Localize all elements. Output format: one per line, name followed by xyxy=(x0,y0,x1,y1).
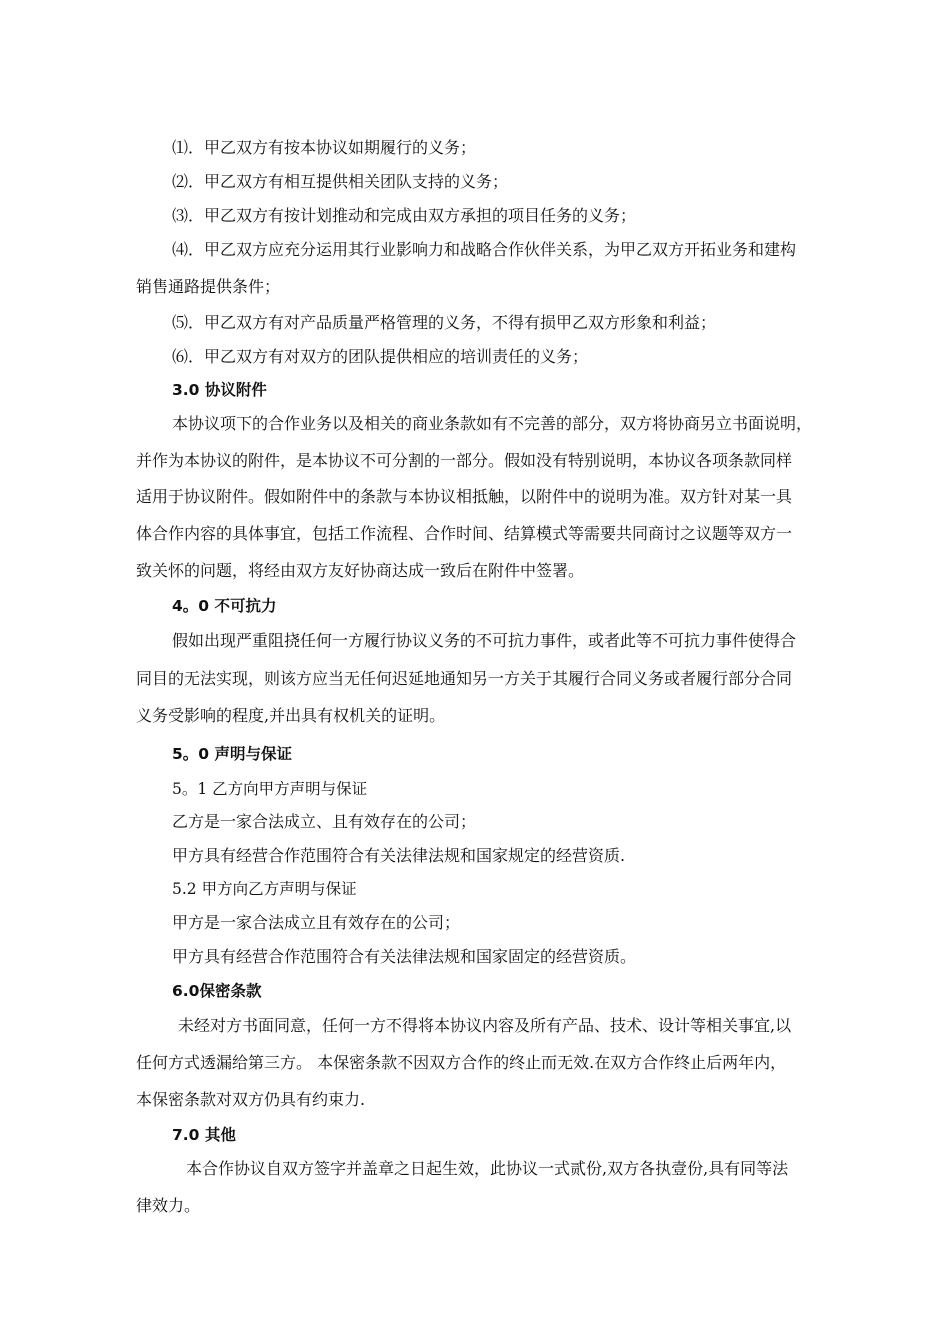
section-6-line: 本保密条款对双方仍具有约束力. xyxy=(136,1090,366,1109)
duty-item-6: ⑹．甲乙双方有对双方的团队提供相应的培训责任的义务； xyxy=(172,347,589,366)
section-3-line: 致关怀的问题，将经由双方友好协商达成一致后在附件中签署。 xyxy=(136,561,585,580)
section-4-heading: 4。0 不可抗力 xyxy=(172,597,277,615)
duty-item-4-continued: 销售通路提供条件； xyxy=(136,277,281,296)
section-5-2-line: 甲方具有经营合作范围符合有关法律法规和国家固定的经营资质。 xyxy=(172,947,637,966)
duty-item-5: ⑸．甲乙双方有对产品质量严格管理的义务，不得有损甲乙双方形象和利益； xyxy=(172,313,717,332)
section-5-2-line: 甲方是一家合法成立且有效存在的公司； xyxy=(172,913,461,932)
section-6-line: 任何方式透漏给第三方。 本保密条款不因双方合作的终止而无效.在双方合作终止后两年内， xyxy=(136,1053,787,1072)
section-6-heading: 6.0保密条款 xyxy=(172,982,262,1000)
section-5-1-heading: 5。1 乙方向甲方声明与保证 xyxy=(172,780,368,798)
duty-item-3: ⑶．甲乙双方有按计划推动和完成由双方承担的项目任务的义务； xyxy=(172,206,637,225)
section-5-1-line: 乙方是一家合法成立、且有效存在的公司； xyxy=(172,812,477,831)
section-3-line: 体合作内容的具体事宜，包括工作流程、合作时间、结算模式等需要共同商讨之议题等双方一 xyxy=(136,524,793,543)
section-5-heading: 5。0 声明与保证 xyxy=(172,745,292,763)
section-3-line: 本协议项下的合作业务以及相关的商业条款如有不完善的部分，双方将协商另立书面说明， xyxy=(172,414,813,433)
section-3-line: 适用于协议附件。假如附件中的条款与本协议相抵触，以附件中的说明为准。双方针对某一具 xyxy=(136,487,793,506)
duty-item-2: ⑵．甲乙双方有相互提供相关团队支持的义务； xyxy=(172,172,509,191)
section-3-heading: 3.0 协议附件 xyxy=(172,381,267,399)
section-7-line: 本合作协议自双方签字并盖章之日起生效，此协议一式贰份,双方各执壹份,具有同等法 xyxy=(186,1159,789,1178)
section-7-heading: 7.0 其他 xyxy=(172,1126,236,1144)
section-6-line: 未经对方书面同意，任何一方不得将本协议内容及所有产品、技术、设计等相关事宜,以 xyxy=(178,1016,792,1035)
section-4-line: 同目的无法实现，则该方应当无任何迟延地通知另一方关于其履行合同义务或者履行部分合同 xyxy=(136,669,793,688)
section-3-line: 并作为本协议的附件，是本协议不可分割的一部分。假如没有特别说明，本协议各项条款同样 xyxy=(136,451,793,470)
section-7-line: 律效力。 xyxy=(136,1196,201,1215)
section-5-2-heading: 5.2 甲方向乙方声明与保证 xyxy=(172,880,357,898)
section-4-line: 义务受影响的程度,并出具有权机关的证明。 xyxy=(136,706,446,725)
section-5-1-line: 甲方具有经营合作范围符合有关法律法规和国家规定的经营资质. xyxy=(172,846,626,865)
duty-item-1: ⑴．甲乙双方有按本协议如期履行的义务； xyxy=(172,138,477,157)
duty-item-4: ⑷．甲乙双方应充分运用其行业影响力和战略合作伙伴关系，为甲乙双方开拓业务和建构 xyxy=(172,240,797,259)
section-4-line: 假如出现严重阻挠任何一方履行协议义务的不可抗力事件，或者此等不可抗力事件使得合 xyxy=(172,631,797,650)
